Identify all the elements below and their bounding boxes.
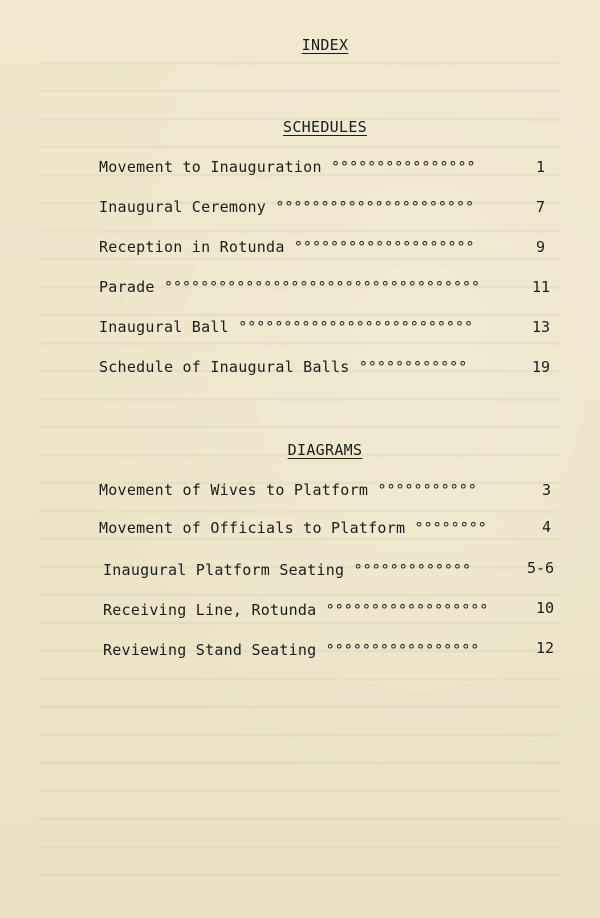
dot-leader: °°°°°°°°°°°° [358, 358, 468, 376]
index-entry [99, 481, 477, 499]
index-entry [99, 198, 474, 216]
dot-leader: °°°°°°°°°°° [377, 481, 477, 499]
entry-page-number: 19 [532, 358, 551, 376]
index-entry [99, 519, 487, 537]
entry-label: Reviewing Stand Seating [103, 641, 317, 659]
entry-label: Inaugural Platform Seating [103, 561, 345, 579]
index-entry [103, 561, 471, 579]
index-title: INDEX [301, 36, 349, 54]
entry-page-number: 7 [536, 198, 546, 216]
index-entry [99, 278, 480, 296]
entry-page-number: 9 [536, 238, 546, 256]
entry-page-number: 12 [536, 639, 555, 657]
entry-page-number: 10 [536, 599, 555, 617]
dot-leader: °°°°°°°°°°°°°°°°°° [325, 601, 489, 619]
entry-label: Inaugural Ceremony [99, 198, 267, 216]
entry-label: Parade [99, 278, 155, 296]
index-entry [99, 238, 475, 256]
entry-page-number: 11 [532, 278, 551, 296]
dot-leader: °°°°°°°°°°°°°°°°°°°°°°°°°° [238, 318, 474, 336]
entry-page-number: 1 [536, 158, 546, 176]
entry-page-number: 5-6 [527, 559, 555, 577]
dot-leader: °°°°°°°°°°°°° [353, 561, 471, 579]
entry-page-number: 3 [542, 481, 552, 499]
section-title-schedules: SCHEDULES [283, 118, 367, 136]
dot-leader: °°°°°°°°°°°°°°°°°°°°°°°°°°°°°°°°°°° [163, 278, 481, 296]
entry-label: Schedule of Inaugural Balls [99, 358, 350, 376]
entry-label: Movement to Inauguration [99, 158, 322, 176]
index-entry [103, 641, 479, 659]
entry-page-number: 4 [542, 518, 552, 536]
index-entry [99, 158, 476, 176]
index-entry [99, 358, 467, 376]
index-entry [103, 601, 488, 619]
entry-page-number: 13 [532, 318, 551, 336]
dot-leader: °°°°°°°°°°°°°°°°° [325, 641, 480, 659]
entry-label: Movement of Officials to Platform [99, 519, 406, 537]
section-title-diagrams: DIAGRAMS [287, 441, 363, 459]
entry-label: Movement of Wives to Platform [99, 481, 369, 499]
dot-leader: °°°°°°°° [414, 519, 487, 537]
entry-label: Inaugural Ball [99, 318, 229, 336]
index-entry [99, 318, 473, 336]
dot-leader: °°°°°°°°°°°°°°°°°°°°°° [275, 198, 475, 216]
dot-leader: °°°°°°°°°°°°°°°°°°°° [293, 238, 475, 256]
entry-label: Reception in Rotunda [99, 238, 285, 256]
entry-label: Receiving Line, Rotunda [103, 601, 317, 619]
dot-leader: °°°°°°°°°°°°°°°° [331, 158, 476, 176]
